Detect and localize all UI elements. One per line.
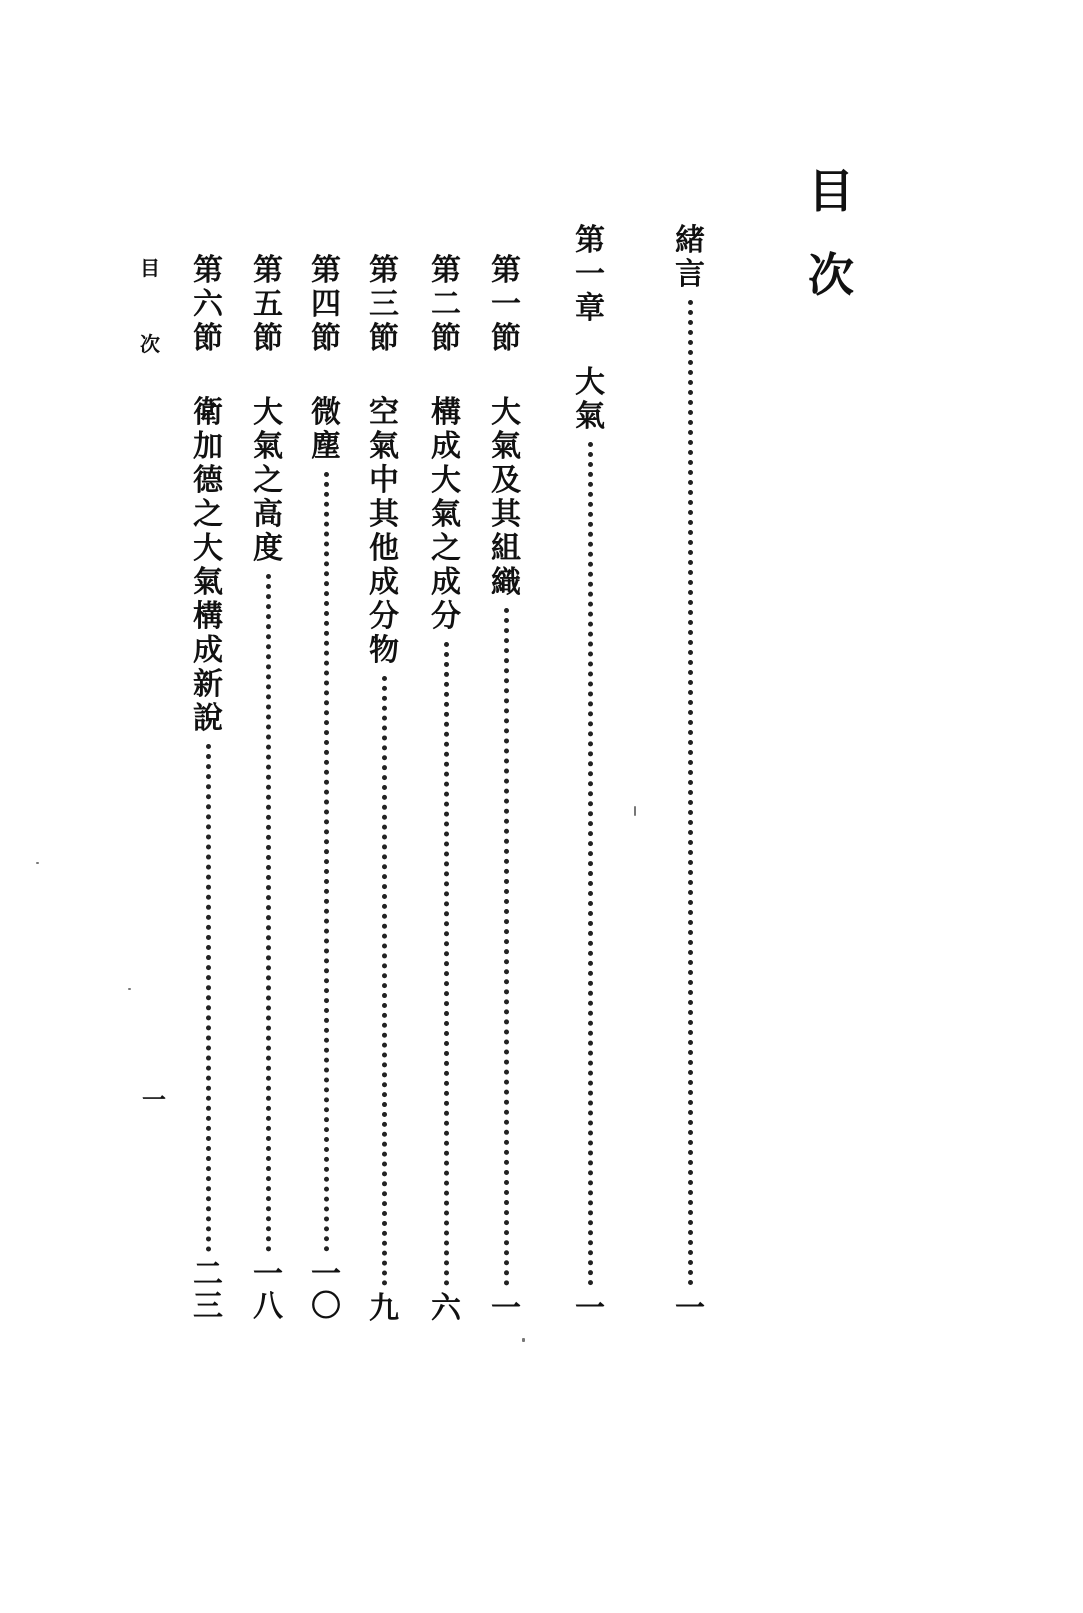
section-heading: 大 氣 之 高 度 <box>253 395 283 566</box>
toc-entry-section-1 <box>486 253 526 1326</box>
page-number: 二 三 <box>193 1257 223 1324</box>
page-number: 六 <box>431 1291 461 1326</box>
section-number: 第 五 節 <box>253 253 283 356</box>
section-number: 第 二 節 <box>431 253 461 356</box>
title-char-1: 目 <box>808 164 854 218</box>
section-heading: 空 氣 中 其 他 成 分 物 <box>369 395 399 668</box>
running-head <box>140 258 160 410</box>
dot-leader <box>324 472 329 1252</box>
running-head-char-1: 目 <box>140 256 160 280</box>
title-char-2: 次 <box>808 248 854 302</box>
scan-speck <box>36 862 39 864</box>
section-heading: 衛 加 德 之 大 氣 構 成 新 說 <box>193 395 223 736</box>
toc-label <box>491 253 521 602</box>
folio: 一 <box>142 1085 166 1114</box>
toc-label <box>253 253 283 568</box>
section-number: 第 四 節 <box>311 253 341 356</box>
dot-leader <box>266 574 271 1252</box>
scan-speck <box>522 1338 525 1342</box>
toc-label <box>675 223 705 294</box>
section-heading: 緒 言 <box>675 223 705 292</box>
toc-entry-section-4 <box>306 253 346 1324</box>
toc-label <box>311 253 341 466</box>
toc-label <box>575 223 605 436</box>
page-number: 一 <box>491 1291 521 1326</box>
section-heading: 大 氣 <box>575 365 605 434</box>
toc-entry-section-5 <box>248 253 288 1324</box>
toc-entry-section-3 <box>364 253 404 1326</box>
running-head-char-2: 次 <box>140 332 160 356</box>
scan-speck <box>634 806 636 816</box>
toc-entry-chapter-1 <box>570 223 610 1326</box>
dot-leader <box>206 744 211 1252</box>
page-number: 九 <box>369 1291 399 1326</box>
section-heading: 構 成 大 氣 之 成 分 <box>431 395 461 634</box>
dot-leader <box>588 442 593 1286</box>
toc-label <box>193 253 223 738</box>
section-heading: 大 氣 及 其 組 織 <box>491 395 521 600</box>
section-number: 第 一 章 <box>575 223 605 326</box>
dot-leader <box>444 642 449 1286</box>
page-number: 一 〇 <box>311 1257 341 1324</box>
toc-entry-preface <box>670 223 710 1326</box>
toc-entry-section-6 <box>188 253 228 1324</box>
toc-label <box>369 253 399 670</box>
dot-leader <box>382 676 387 1286</box>
section-number: 第 一 節 <box>491 253 521 356</box>
scan-speck <box>128 988 131 990</box>
toc-entry-section-2 <box>426 253 466 1326</box>
toc-label <box>431 253 461 636</box>
page-number: 一 <box>575 1291 605 1326</box>
dot-leader <box>688 300 693 1286</box>
page-number: 一 <box>675 1291 705 1326</box>
section-heading: 微 塵 <box>311 395 341 464</box>
section-number: 第 六 節 <box>193 253 223 356</box>
section-number: 第 三 節 <box>369 253 399 356</box>
page-title <box>808 164 854 302</box>
page-number: 一 八 <box>253 1257 283 1324</box>
dot-leader <box>504 608 509 1286</box>
